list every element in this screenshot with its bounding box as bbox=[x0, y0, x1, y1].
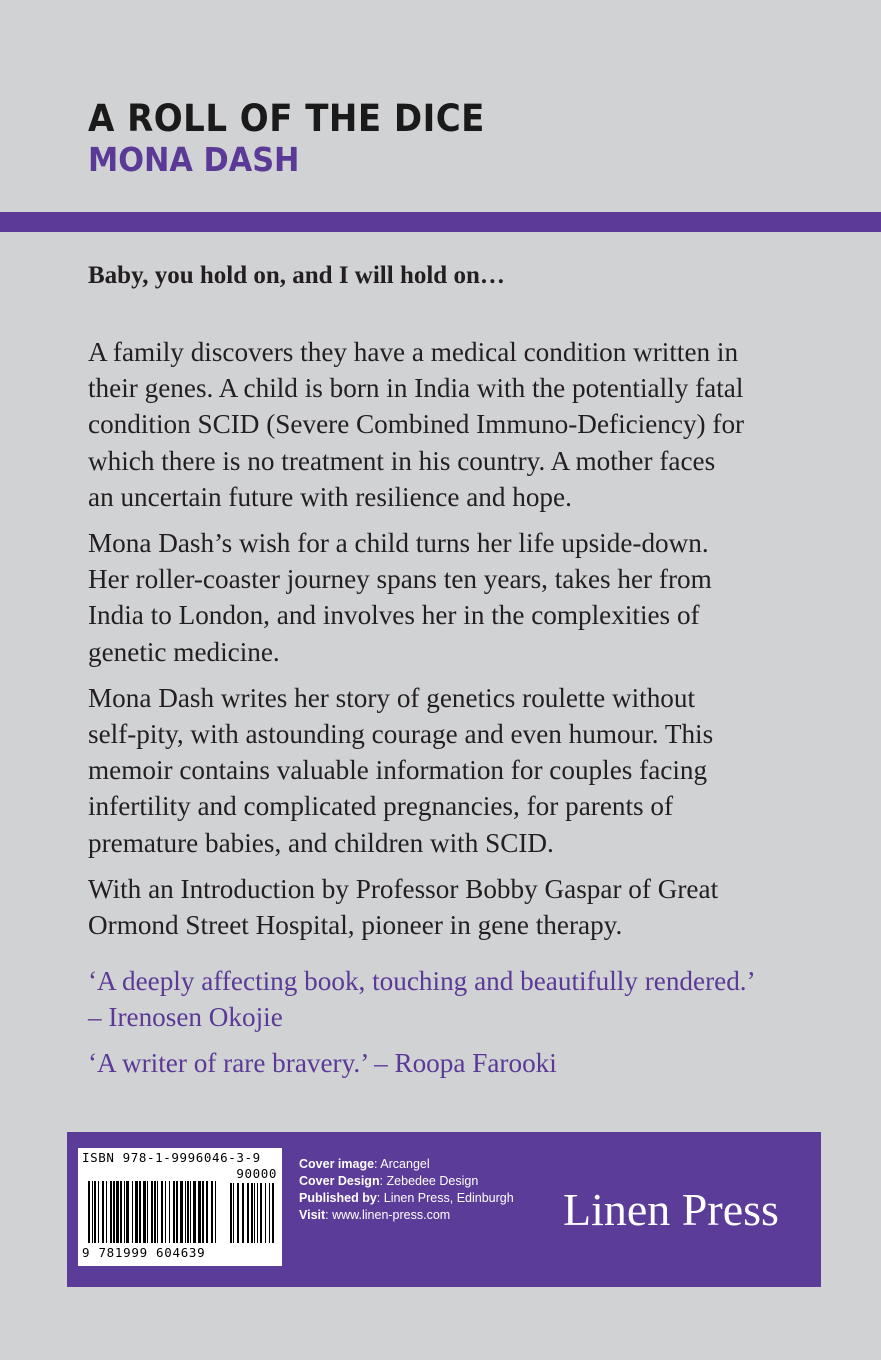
credit-published-by bbox=[299, 1190, 514, 1207]
blurb-line: self-pity, with astounding courage and even humour. This bbox=[88, 719, 714, 750]
blurb-paragraph-4 bbox=[88, 871, 808, 943]
blurb-line: Mona Dash’s wish for a child turns her life upside-down. bbox=[88, 528, 709, 559]
footer-panel bbox=[67, 1132, 821, 1287]
blurb-line: genetic medicine. bbox=[88, 636, 280, 667]
blurb-line: Mona Dash writes her story of genetics roulette without bbox=[88, 682, 696, 713]
review-quote-1 bbox=[88, 963, 808, 1035]
title-block bbox=[88, 98, 519, 180]
credit-label: Visit bbox=[299, 1208, 326, 1222]
credit-cover-design bbox=[299, 1173, 514, 1190]
blurb-line: A family discovers they have a medical condition written in bbox=[88, 337, 739, 367]
blurb-line: their genes. A child is born in India with the potentially fatal bbox=[88, 373, 744, 404]
blurb-line: infertility and complicated pregnancies, for parents of bbox=[88, 791, 674, 822]
book-author: MONA DASH bbox=[88, 140, 300, 179]
quote-line: ‘A writer of rare bravery.’ – Roopa Farooki bbox=[88, 1048, 557, 1079]
barcode-icon bbox=[88, 1181, 278, 1245]
blurb-line: an uncertain future with resilience and hope. bbox=[88, 481, 572, 512]
quote-line: – Irenosen Okojie bbox=[88, 1002, 283, 1033]
credit-value: : Arcangel bbox=[374, 1157, 430, 1171]
credit-value: : Zebedee Design bbox=[379, 1174, 479, 1188]
credits bbox=[299, 1156, 514, 1224]
publisher-logo: Linen Press bbox=[563, 1184, 779, 1235]
credit-cover-image bbox=[299, 1156, 514, 1173]
credit-value: : www.linen-press.com bbox=[325, 1208, 451, 1222]
blurb-line: premature babies, and children with SCID. bbox=[88, 827, 554, 858]
credit-label: Cover Design bbox=[299, 1174, 380, 1188]
blurb-paragraph-1 bbox=[88, 334, 808, 515]
blurb-paragraph-2 bbox=[88, 525, 808, 670]
blurb-line: memoir contains valuable information for couples facing bbox=[88, 755, 708, 786]
blurb-line: India to London, and involves her in the complexities of bbox=[88, 600, 700, 631]
blurb-paragraph-3 bbox=[88, 680, 808, 861]
blurb bbox=[88, 334, 808, 953]
credit-value: : Linen Press, Edinburgh bbox=[376, 1191, 514, 1205]
review-quote-2 bbox=[88, 1045, 808, 1081]
price-code: 90000 bbox=[236, 1166, 277, 1181]
barcode-box bbox=[78, 1148, 282, 1266]
review-quotes bbox=[88, 963, 808, 1092]
credit-label: Published by bbox=[299, 1191, 377, 1205]
blurb-line: With an Introduction by Professor Bobby Gaspar of Great bbox=[88, 873, 719, 904]
credit-label: Cover image bbox=[299, 1157, 375, 1171]
isbn-text: ISBN 978-1-9996046-3-9 bbox=[82, 1150, 261, 1165]
accent-divider bbox=[0, 212, 881, 232]
credit-visit bbox=[299, 1207, 514, 1224]
blurb-line: condition SCID (Severe Combined Immuno-Deficiency) for bbox=[88, 409, 745, 440]
tagline: Baby, you hold on, and I will hold on… bbox=[88, 262, 505, 289]
blurb-line: Her roller-coaster journey spans ten years, takes her from bbox=[88, 564, 712, 595]
barcode-digits: 9 781999 604639 bbox=[82, 1245, 206, 1260]
blurb-line: which there is no treatment in his country. A mother faces bbox=[88, 445, 716, 476]
blurb-line: Ormond Street Hospital, pioneer in gene therapy. bbox=[88, 910, 623, 941]
book-title: A ROLL OF THE DICE bbox=[88, 97, 485, 140]
quote-line: ‘A deeply affecting book, touching and beautifully rendered.’ bbox=[88, 966, 756, 996]
